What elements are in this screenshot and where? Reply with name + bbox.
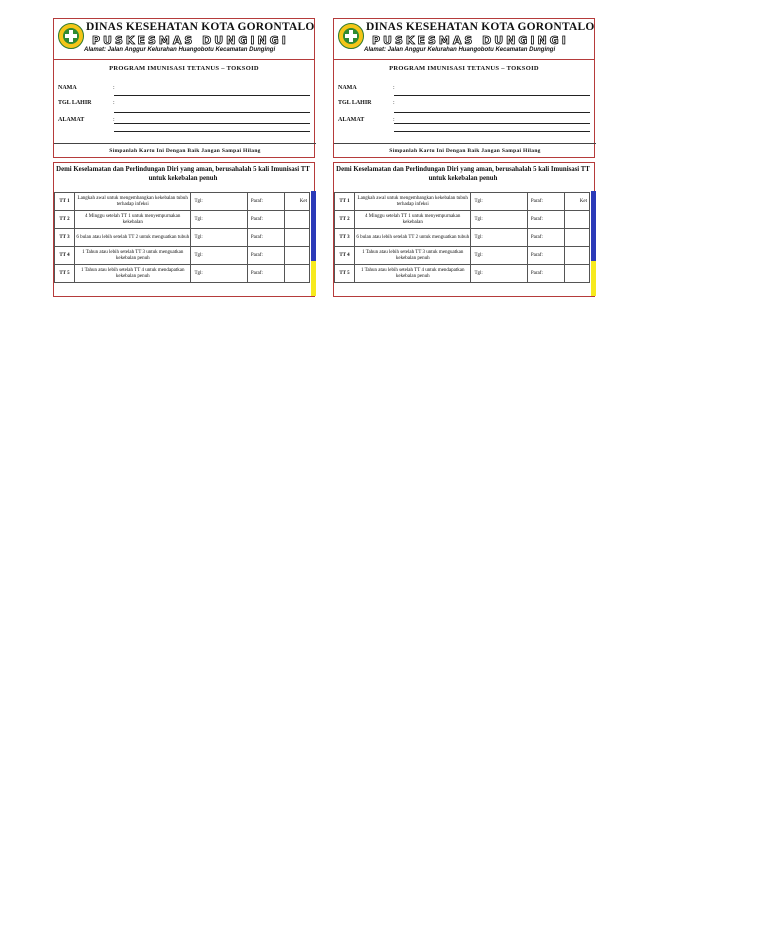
tt-notes-field	[565, 229, 590, 247]
tt-notes-field: Ket	[285, 193, 310, 211]
tt-signature-field: Paraf:	[527, 229, 564, 247]
tt-schedule-table	[334, 192, 590, 283]
tt-date-field: Tgl:	[471, 193, 527, 211]
keep-card-banner: Simpanlah Kartu Ini Dengan Baik Jangan Sampai Hilang	[54, 143, 316, 158]
tt-description: 4 Minggu setelah TT 1 untuk menyempurnakan kekebalan	[354, 211, 471, 229]
address-line: Alamat: Jalan Anggur Kelurahan Huangobotu Kecamatan Dungingi	[364, 47, 556, 53]
tt-description: Langkah awal untuk mengembangkan kekebalan tubuh terhadap infeksi	[354, 193, 471, 211]
motto-text: Demi Keselamatan dan Perlindungan Diri yang aman, berusahalah 5 kali Imunisasi TT untuk kekebalan penuh	[336, 166, 590, 182]
table-row	[335, 193, 590, 211]
field-label-tgl-lahir: TGL LAHIR	[58, 100, 92, 106]
card-front	[53, 18, 315, 158]
field-colon: :	[113, 85, 115, 91]
table-row	[55, 247, 310, 265]
table-row	[55, 229, 310, 247]
health-department-logo-icon	[338, 23, 364, 49]
program-title: PROGRAM IMUNISASI TETANUS – TOKSOID	[389, 65, 539, 72]
card-front	[333, 18, 595, 158]
tt-notes-field	[565, 265, 590, 283]
tt-signature-field: Paraf:	[247, 193, 284, 211]
table-row	[55, 193, 310, 211]
table-row	[55, 265, 310, 283]
tt-description: 6 bulan atau lebih setelah TT 2 untuk menguatkan tubuh	[74, 229, 191, 247]
tt-notes-field: Ket	[565, 193, 590, 211]
tt-number: TT 4	[335, 247, 355, 265]
tt-description: 1 Tahun atau lebih setelah TT 4 untuk mendapatkan kekebalan penuh	[354, 265, 471, 283]
tt-number: TT 3	[335, 229, 355, 247]
tt-description: 4 Minggu setelah TT 1 untuk menyempurnakan kekebalan	[74, 211, 191, 229]
tt-date-field: Tgl:	[191, 229, 247, 247]
tt-date-field: Tgl:	[191, 265, 247, 283]
field-label-alamat: ALAMAT	[338, 117, 365, 123]
tt-date-field: Tgl:	[471, 211, 527, 229]
field-label-alamat: ALAMAT	[58, 117, 85, 123]
tt-signature-field: Paraf:	[527, 211, 564, 229]
tt-signature-field: Paraf:	[247, 265, 284, 283]
immunization-card-left	[53, 18, 315, 300]
tt-signature-field: Paraf:	[247, 211, 284, 229]
tt-signature-field: Paraf:	[247, 247, 284, 265]
motto-text: Demi Keselamatan dan Perlindungan Diri yang aman, berusahalah 5 kali Imunisasi TT untuk kekebalan penuh	[56, 166, 310, 182]
table-row	[335, 247, 590, 265]
field-line-alamat-2	[114, 131, 310, 132]
table-row	[335, 229, 590, 247]
color-stripe	[591, 191, 596, 296]
agency-title: DINAS KESEHATAN KOTA GORONTALO	[86, 21, 315, 33]
tt-number: TT 5	[55, 265, 75, 283]
tt-number: TT 2	[335, 211, 355, 229]
card-header	[54, 19, 314, 60]
tt-number: TT 1	[335, 193, 355, 211]
color-stripe	[311, 191, 316, 296]
table-row	[335, 211, 590, 229]
tt-description: 1 Tahun atau lebih setelah TT 3 untuk menguatkan kekebalan penuh	[74, 247, 191, 265]
field-label-tgl-lahir: TGL LAHIR	[338, 100, 372, 106]
puskesmas-title: PUSKESMAS DUNGINGI	[92, 34, 289, 47]
tt-signature-field: Paraf:	[527, 247, 564, 265]
tt-date-field: Tgl:	[191, 193, 247, 211]
table-row	[55, 211, 310, 229]
immunization-card-right	[333, 18, 595, 300]
program-title: PROGRAM IMUNISASI TETANUS – TOKSOID	[109, 65, 259, 72]
table-row	[335, 265, 590, 283]
tt-notes-field	[565, 247, 590, 265]
tt-date-field: Tgl:	[471, 265, 527, 283]
tt-description: Langkah awal untuk mengembangkan kekebalan tubuh terhadap infeksi	[74, 193, 191, 211]
field-line-tgl-lahir	[114, 112, 310, 113]
tt-date-field: Tgl:	[191, 211, 247, 229]
address-line: Alamat: Jalan Anggur Kelurahan Huangobotu Kecamatan Dungingi	[84, 47, 276, 53]
tt-number: TT 1	[55, 193, 75, 211]
field-line-alamat-1	[394, 123, 590, 124]
agency-title: DINAS KESEHATAN KOTA GORONTALO	[366, 21, 595, 33]
tt-date-field: Tgl:	[191, 247, 247, 265]
tt-description: 1 Tahun atau lebih setelah TT 3 untuk menguatkan kekebalan penuh	[354, 247, 471, 265]
tt-signature-field: Paraf:	[247, 229, 284, 247]
field-line-tgl-lahir	[394, 112, 590, 113]
health-department-logo-icon	[58, 23, 84, 49]
tt-notes-field	[285, 247, 310, 265]
puskesmas-title: PUSKESMAS DUNGINGI	[372, 34, 569, 47]
tt-notes-field	[285, 211, 310, 229]
field-colon: :	[113, 117, 115, 123]
card-back	[53, 162, 315, 297]
field-line-alamat-2	[394, 131, 590, 132]
tt-signature-field: Paraf:	[527, 193, 564, 211]
tt-schedule-table	[54, 192, 310, 283]
tt-signature-field: Paraf:	[527, 265, 564, 283]
tt-number: TT 5	[335, 265, 355, 283]
tt-notes-field	[565, 211, 590, 229]
tt-number: TT 3	[55, 229, 75, 247]
tt-notes-field	[285, 265, 310, 283]
tt-date-field: Tgl:	[471, 229, 527, 247]
field-colon: :	[393, 85, 395, 91]
field-line-nama	[114, 95, 310, 96]
tt-description: 6 bulan atau lebih setelah TT 2 untuk menguatkan tubuh	[354, 229, 471, 247]
field-colon: :	[393, 117, 395, 123]
field-colon: :	[393, 100, 395, 106]
card-header	[334, 19, 594, 60]
keep-card-banner: Simpanlah Kartu Ini Dengan Baik Jangan Sampai Hilang	[334, 143, 596, 158]
tt-number: TT 4	[55, 247, 75, 265]
field-label-nama: NAMA	[58, 85, 77, 91]
tt-description: 1 Tahun atau lebih setelah TT 4 untuk mendapatkan kekebalan penuh	[74, 265, 191, 283]
tt-notes-field	[285, 229, 310, 247]
tt-number: TT 2	[55, 211, 75, 229]
card-back	[333, 162, 595, 297]
field-label-nama: NAMA	[338, 85, 357, 91]
field-colon: :	[113, 100, 115, 106]
tt-date-field: Tgl:	[471, 247, 527, 265]
field-line-alamat-1	[114, 123, 310, 124]
field-line-nama	[394, 95, 590, 96]
